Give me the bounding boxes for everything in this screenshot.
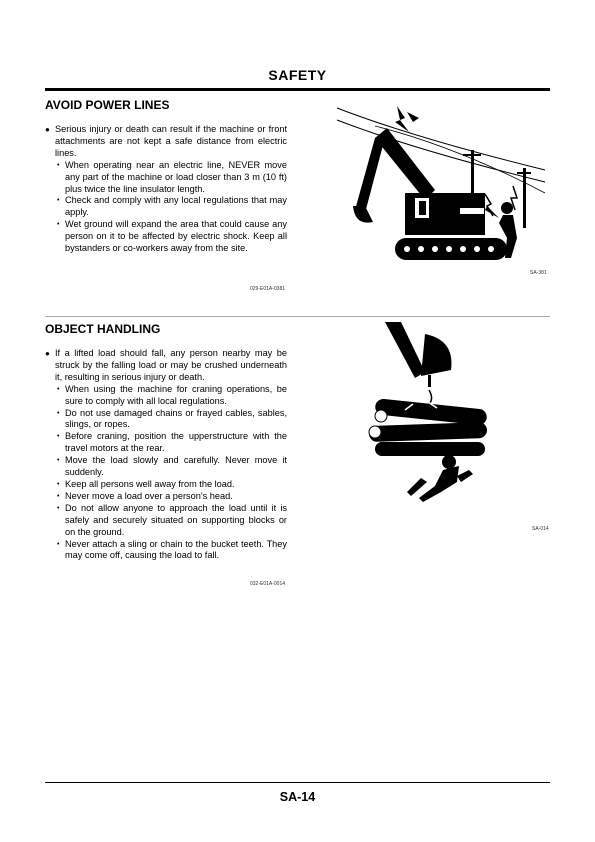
bullet-dot-icon: ● <box>45 349 50 358</box>
small-dot-icon: • <box>57 221 60 229</box>
small-dot-icon: • <box>57 480 60 488</box>
sub-item: • Move the load slowly and carefully. Never move it suddenly. <box>57 455 287 478</box>
section-body-power-lines <box>45 124 287 255</box>
small-dot-icon: • <box>57 409 60 417</box>
small-dot-icon: • <box>57 504 60 512</box>
section-title-object-handling: OBJECT HANDLING <box>45 322 161 336</box>
sub-item: • Before craning, position the upperstructure with the travel motors at the rear. <box>57 431 287 454</box>
doc-code: 032-E01A-0014 <box>250 581 286 587</box>
small-dot-icon: • <box>57 457 60 465</box>
sub-item: • When operating near an electric line, NEVER move any part of the machine or load closer than 3 m (10 ft) plus twice the line insulator length. <box>57 159 287 194</box>
page-number: SA-14 <box>279 790 316 804</box>
sub-item: • Do not allow anyone to approach the load until it is safely and securely situated on supporting blocks or on the ground. <box>57 502 287 537</box>
excavator-power-line-icon <box>335 98 550 273</box>
section-body-object-handling <box>45 348 287 562</box>
footer-rule <box>45 782 550 783</box>
figure-code: SA-381 <box>530 270 547 276</box>
bullet-dot-icon: ● <box>45 125 50 134</box>
sub-item: • Keep all persons well away from the load. <box>57 478 235 489</box>
header-rule <box>45 88 550 91</box>
small-dot-icon: • <box>57 540 60 548</box>
small-dot-icon: • <box>57 161 60 169</box>
sub-item: • Wet ground will expand the area that could cause any person on it to be affected by electric shock. Keep all bystanders or co-workers away from the site. <box>57 219 287 254</box>
sub-item: • Check and comply with any local regulations that may apply. <box>57 195 287 218</box>
sub-item: • Do not use damaged chains or frayed cables, sables, slings, or ropes. <box>57 407 287 430</box>
bullet-item: ● If a lifted load should fall, any person nearby may be struck by the falling load or may be crushed underneath it, resulting in serious injury or death. <box>45 348 287 382</box>
section-title-power-lines: AVOID POWER LINES <box>45 98 170 112</box>
falling-load-icon <box>365 320 495 510</box>
small-dot-icon: • <box>57 197 60 205</box>
bullet-item: ● Serious injury or death can result if the machine or front attachments are not kept a safe distance from electric lines. <box>45 124 287 158</box>
small-dot-icon: • <box>57 385 60 393</box>
sub-item: • Never move a load over a person's head. <box>57 490 233 501</box>
small-dot-icon: • <box>57 492 60 500</box>
sub-item: • Never attach a sling or chain to the bucket teeth. They may come off, causing the load to fall. <box>57 538 287 561</box>
doc-code: 029-E01A-0381 <box>250 286 286 292</box>
figure-code: SA-014 <box>532 526 549 532</box>
page-title: SAFETY <box>268 67 327 83</box>
sub-item: • When using the machine for craning operations, be sure to comply with all local regulations. <box>57 383 287 406</box>
small-dot-icon: • <box>57 433 60 441</box>
section-divider <box>45 316 550 317</box>
